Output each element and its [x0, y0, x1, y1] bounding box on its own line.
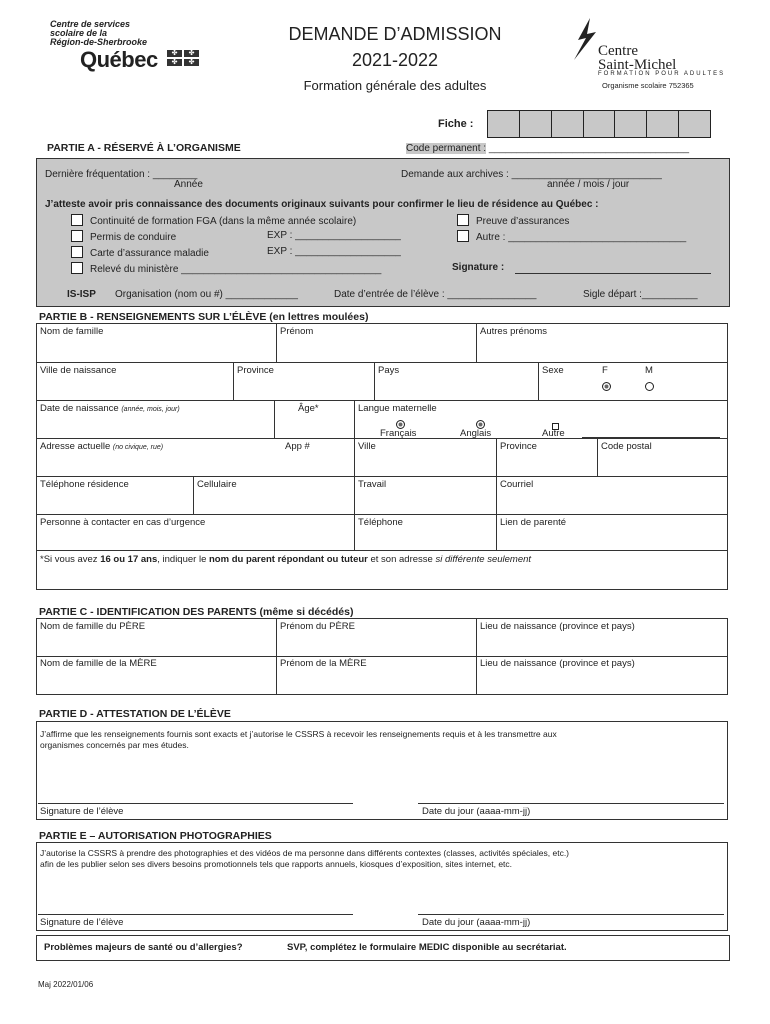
province-naissance-field[interactable]: Province: [237, 365, 274, 376]
app-field[interactable]: App #: [285, 441, 310, 452]
option-permis-label: Permis de conduire: [90, 232, 177, 243]
option-autre-label: Autre : ________________________________: [476, 232, 687, 243]
signature-label: Signature :: [452, 262, 505, 273]
francais-label: Français: [380, 428, 417, 439]
part-d-title: PARTIE D - ATTESTATION DE L’ÉLÈVE: [39, 708, 231, 720]
nom-mere-field[interactable]: Nom de famille de la MÈRE: [40, 658, 157, 669]
is-isp-label: IS-ISP: [67, 289, 96, 300]
annee-label: Année: [174, 179, 203, 190]
ville-field[interactable]: Ville: [358, 441, 376, 452]
telephone-urgence-field[interactable]: Téléphone: [358, 517, 403, 528]
organisme-number: Organisme scolaire 752365: [602, 81, 694, 90]
date-entree-field[interactable]: Date d’entrée de l’élève : ________________: [334, 289, 537, 300]
courriel-field[interactable]: Courriel: [500, 479, 534, 490]
photo-text-1: J’autorise la CSSRS à prendre des photographies et des vidéos de ma personne dans différents contextes (classes, activités spéciales, etc.): [40, 848, 570, 858]
option-preuve-label: Preuve d’assurances: [476, 216, 570, 227]
note-condition: si différente seulement: [435, 554, 532, 565]
part-a-box: [36, 158, 730, 286]
date-jour-label-e: Date du jour (aaaa-mm-jj): [422, 917, 531, 928]
travail-field[interactable]: Travail: [358, 479, 387, 490]
autres-prenoms-field[interactable]: Autres prénoms: [480, 326, 548, 337]
code-permanent-field[interactable]: Code permanent : ____________________________________: [406, 143, 690, 154]
org-line-2: scolaire de la: [50, 28, 108, 38]
code-postal-field[interactable]: Code postal: [601, 441, 652, 452]
sante-question: Problèmes majeurs de santé ou d’allergies?: [44, 942, 243, 953]
checkbox[interactable]: [71, 214, 83, 226]
is-isp-bar: [36, 284, 730, 307]
sexe-f-radio[interactable]: [602, 378, 611, 396]
logo-line-1: Centre: [598, 43, 638, 59]
checkbox[interactable]: [457, 230, 469, 242]
org-line-3: Région-de-Sherbrooke: [50, 37, 148, 47]
option-permis[interactable]: [71, 230, 176, 243]
part-c-title: PARTIE C - IDENTIFICATION DES PARENTS (même si décédés): [39, 606, 354, 618]
adresse-label: Adresse actuelle: [40, 441, 111, 452]
option-releve[interactable]: [71, 262, 381, 275]
org-line-1: Centre de services: [50, 19, 131, 29]
option-carte-label: Carte d’assurance maladie: [90, 248, 209, 259]
part-b-title: PARTIE B - RENSEIGNEMENTS SUR L’ÉLÈVE (en lettres moulées): [39, 311, 369, 323]
part-a-title: PARTIE A - RÉSERVÉ À L’ORGANISME: [47, 142, 241, 154]
code-permanent-label: Code permanent :: [406, 143, 487, 154]
signature-eleve-label: Signature de l’élève: [40, 806, 124, 817]
autre-label: Autre: [542, 428, 565, 439]
prenom-pere-field[interactable]: Prénom du PÈRE: [280, 621, 355, 632]
signature-eleve-line-e[interactable]: [38, 914, 353, 915]
date-jour-line-e[interactable]: [418, 914, 724, 915]
date-jour-label: Date du jour (aaaa-mm-jj): [422, 806, 531, 817]
sexe-m-radio[interactable]: [645, 378, 654, 396]
note-part: , indiquer le: [157, 554, 209, 565]
telephone-residence-field[interactable]: Téléphone résidence: [40, 479, 129, 490]
sexe-m-label: M: [645, 365, 653, 376]
form-title: DEMANDE D’ADMISSION: [288, 24, 502, 44]
lieu-naissance-mere-field[interactable]: Lieu de naissance (province et pays): [480, 658, 635, 669]
demande-archives[interactable]: Demande aux archives : ___________________________: [401, 169, 662, 180]
parent-note[interactable]: [40, 554, 531, 565]
autre-langue-line[interactable]: [582, 437, 720, 438]
part-e-title: PARTIE E – AUTORISATION PHOTOGRAPHIES: [39, 830, 272, 842]
lieu-naissance-pere-field[interactable]: Lieu de naissance (province et pays): [480, 621, 635, 632]
checkbox[interactable]: [457, 214, 469, 226]
checkbox[interactable]: [71, 230, 83, 242]
option-carte-assurance[interactable]: [71, 246, 209, 259]
checkbox[interactable]: [71, 246, 83, 258]
note-part: et son adresse: [367, 554, 436, 565]
photo-text-2: afin de les publier selon ses divers besoins promotionnels tels que rapports annuels, kiosques d’exposition, sites internet, etc.: [40, 859, 513, 869]
cellulaire-field[interactable]: Cellulaire: [197, 479, 237, 490]
ville-naissance-field[interactable]: Ville de naissance: [40, 365, 117, 376]
province-field[interactable]: Province: [500, 441, 537, 452]
organisation-field[interactable]: Organisation (nom ou #) _____________: [115, 289, 298, 300]
archives-format: année / mois / jour: [547, 179, 630, 190]
option-continuite-label: Continuité de formation FGA (dans la même année scolaire): [90, 216, 357, 227]
signature-eleve-label-e: Signature de l’élève: [40, 917, 124, 928]
sexe-f-label: F: [602, 365, 608, 376]
fiche-boxes[interactable]: [487, 110, 711, 138]
option-releve-label: Relevé du ministère ____________________________________: [90, 264, 382, 275]
derniere-frequentation[interactable]: Dernière fréquentation : ________: [45, 169, 198, 180]
checkbox[interactable]: [71, 262, 83, 274]
note-parent: nom du parent répondant ou tuteur: [209, 554, 368, 565]
nom-famille-field[interactable]: Nom de famille: [40, 326, 104, 337]
attestation-text: J’atteste avoir pris connaissance des documents originaux suivants pour confirmer le lieu de résidence au Québec :: [45, 199, 599, 210]
lien-parente-field[interactable]: Lien de parenté: [500, 517, 567, 528]
logo-text: [598, 44, 676, 72]
sexe-label: Sexe: [542, 365, 564, 376]
form-subtitle: Formation générale des adultes: [303, 78, 487, 93]
note-part: *Si vous avez: [40, 554, 101, 565]
prenom-field[interactable]: Prénom: [280, 326, 314, 337]
date-jour-line[interactable]: [418, 803, 724, 804]
signature-eleve-line[interactable]: [38, 803, 353, 804]
age-field[interactable]: Âge*: [298, 403, 319, 414]
option-autre[interactable]: [457, 230, 686, 243]
anglais-label: Anglais: [460, 428, 492, 439]
date-format-hint: (année, mois, jour): [121, 406, 180, 413]
adresse-format-hint: (no civique, rue): [112, 444, 164, 451]
contact-urgence-field[interactable]: Personne à contacter en cas d’urgence: [40, 517, 206, 528]
exp-permis-field[interactable]: EXP : ___________________: [267, 230, 401, 241]
option-continuite[interactable]: [71, 214, 356, 227]
pays-field[interactable]: Pays: [378, 365, 400, 376]
org-name: [50, 20, 147, 47]
logo-line-2: Saint-Michel: [598, 57, 677, 73]
sante-instruction: SVP, complétez le formulaire MEDIC disponible au secrétariat.: [287, 942, 567, 953]
attestation-text-1: J’affirme que les renseignements fournis sont exacts et j’autorise le CSSRS à recevoir les renseignements requis et à les transmettre aux: [40, 729, 557, 739]
attestation-text-2: organismes concernés par mes études.: [40, 740, 189, 750]
prenom-mere-field[interactable]: Prénom de la MÈRE: [280, 658, 367, 669]
signature-line[interactable]: [515, 273, 711, 274]
exp-carte-field[interactable]: EXP : ___________________: [267, 246, 401, 257]
sigle-depart-field[interactable]: Sigle départ :__________: [583, 289, 698, 300]
nom-pere-field[interactable]: Nom de famille du PÈRE: [40, 621, 146, 632]
footer-date: Maj 2022/01/06: [38, 980, 94, 989]
option-preuve-assurances[interactable]: [457, 214, 569, 227]
logo-subtitle: FORMATION POUR ADULTES: [598, 71, 726, 77]
quebec-wordmark: Québec: [80, 47, 158, 72]
langue-maternelle-label: Langue maternelle: [358, 403, 437, 414]
date-naissance-label: Date de naissance: [40, 403, 119, 414]
quebec-flag-icon: ✤ ✤ ✤ ✤: [167, 50, 199, 66]
note-age: 16 ou 17 ans: [100, 554, 158, 565]
fiche-label: Fiche :: [438, 118, 474, 130]
form-year: 2021-2022: [351, 50, 439, 70]
date-naissance-field[interactable]: [40, 403, 180, 414]
adresse-field[interactable]: [40, 441, 163, 452]
